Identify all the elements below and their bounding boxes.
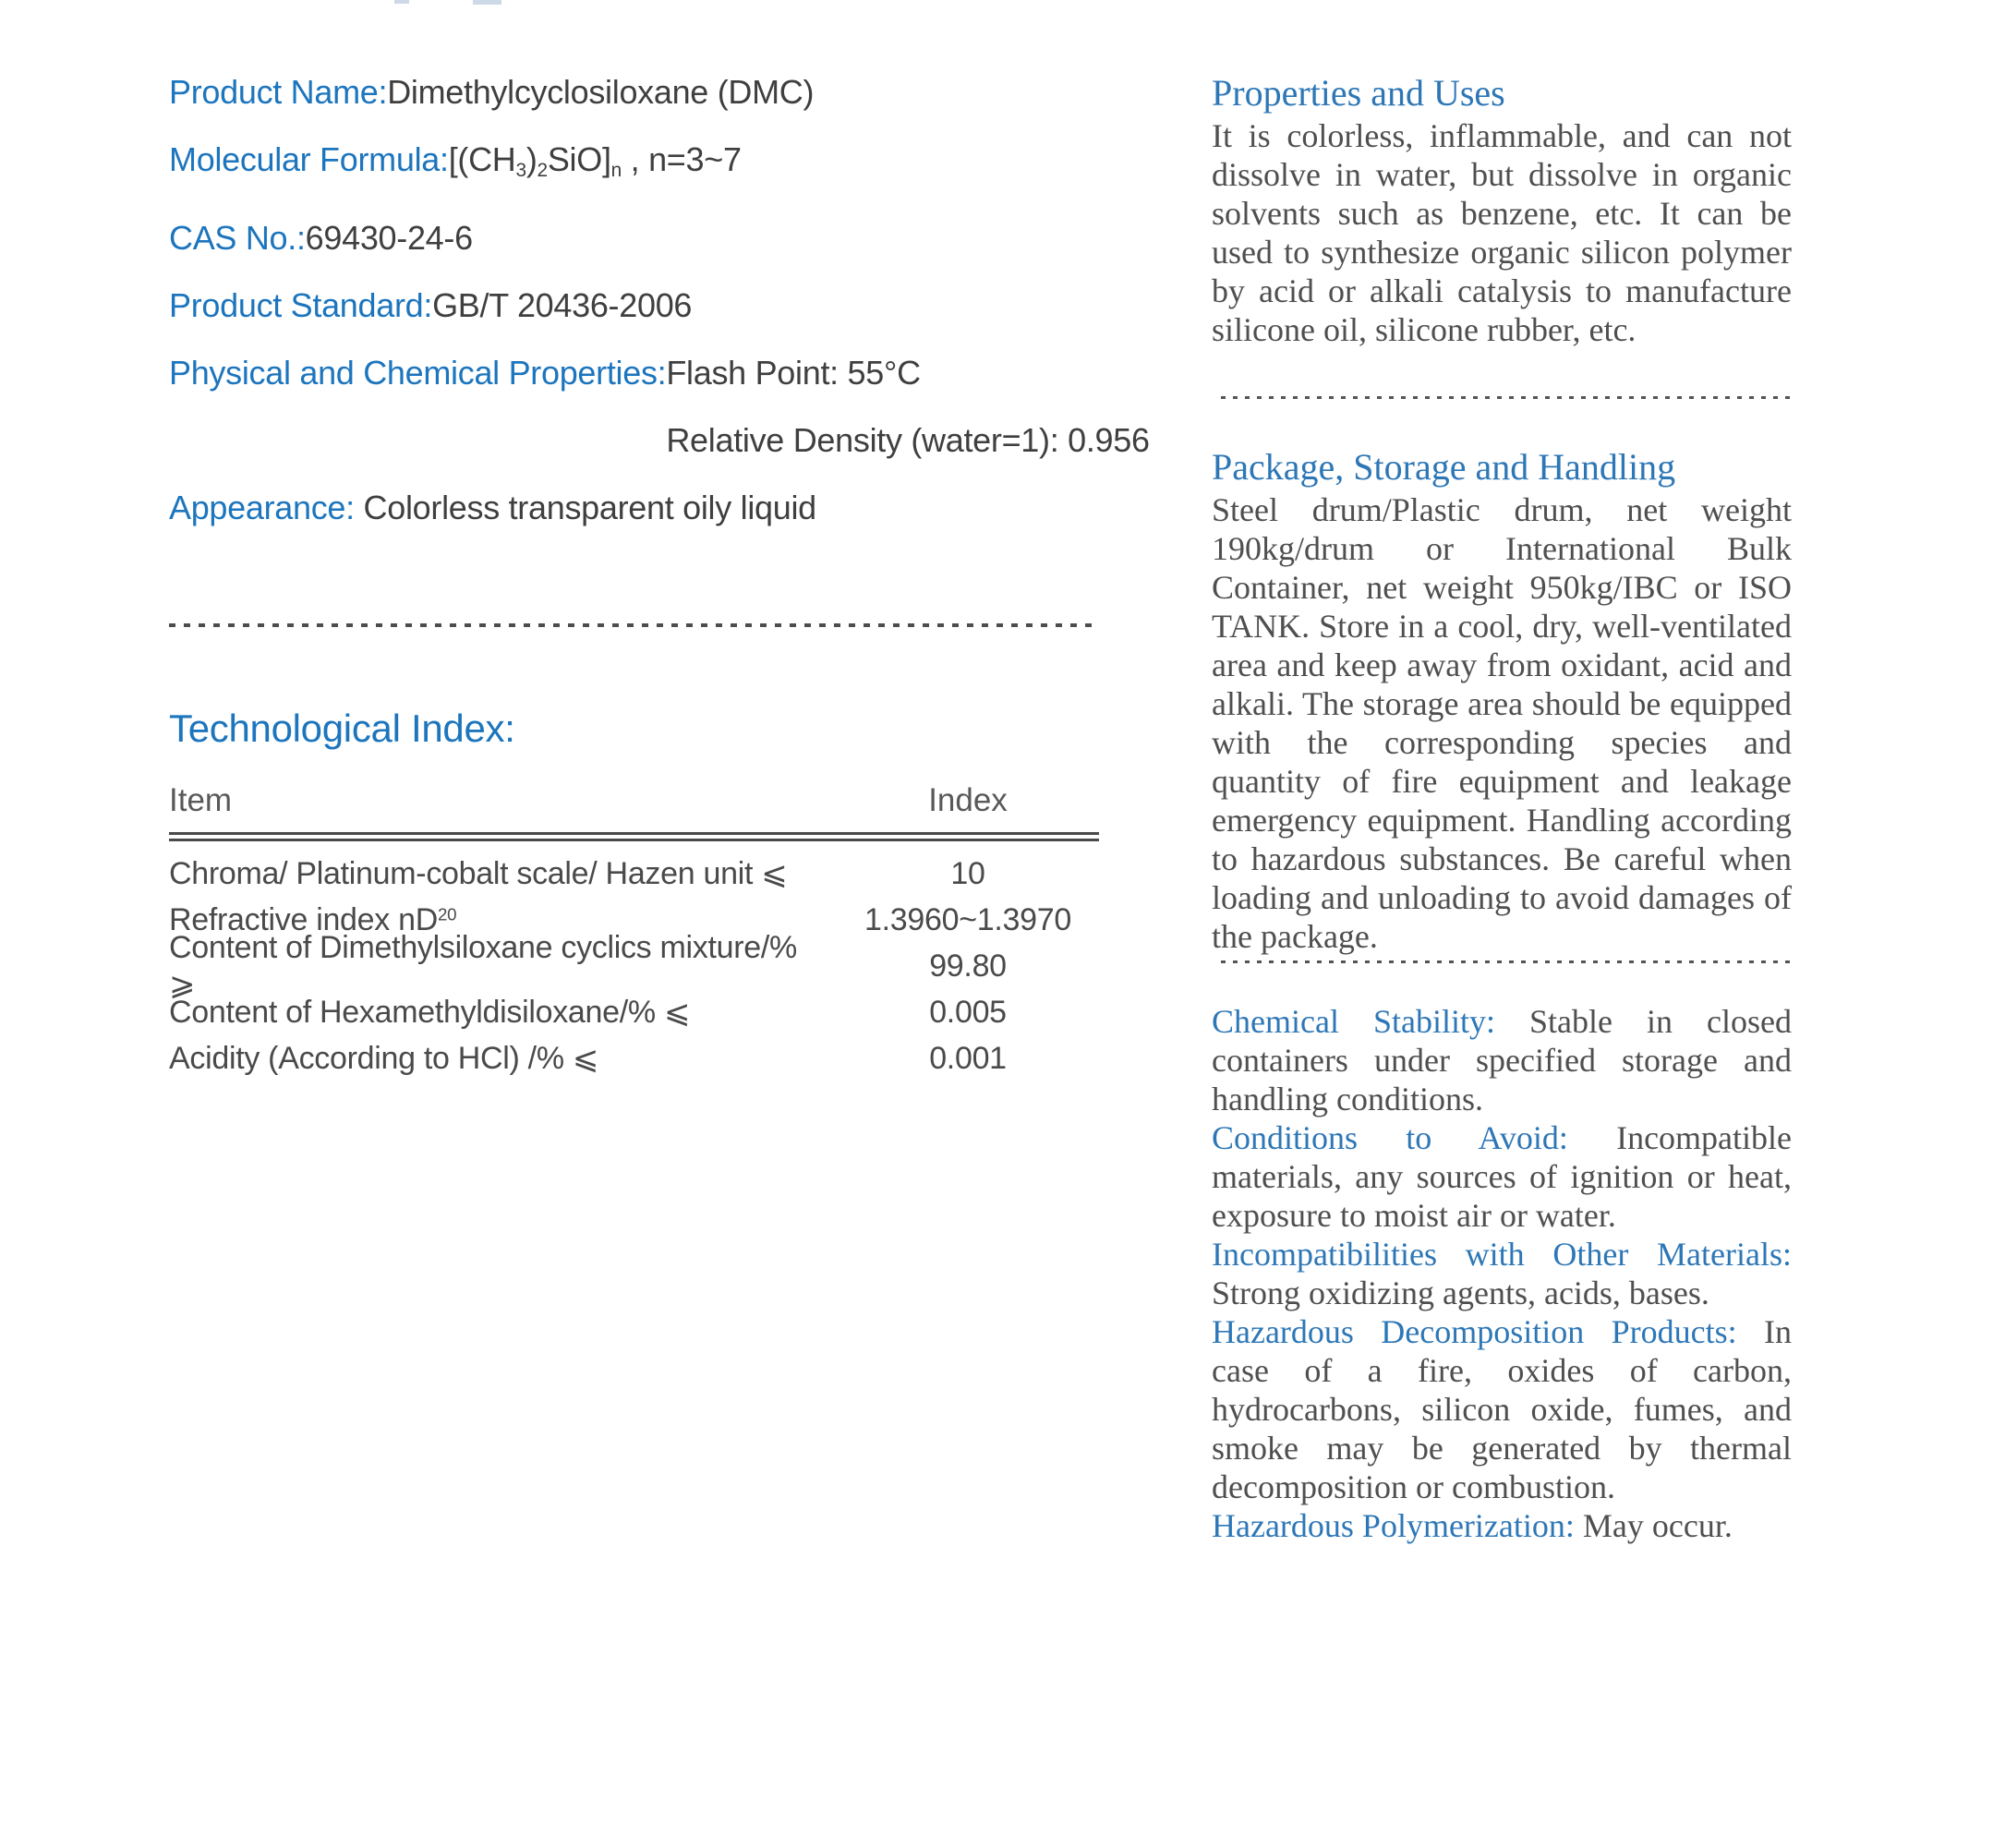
safety-entries xyxy=(1212,1002,1792,1545)
product-info-column xyxy=(169,73,1150,557)
safety-information-section xyxy=(1212,1002,1792,1545)
field-label: Product Name: xyxy=(169,73,388,111)
properties-and-uses-section xyxy=(1212,72,1792,349)
table-cell-index: 0.005 xyxy=(929,994,1007,1030)
safety-entry xyxy=(1212,1235,1792,1312)
field-label: Molecular Formula: xyxy=(169,140,449,178)
properties-and-uses-heading: Properties and Uses xyxy=(1212,72,1505,114)
formula-text: ) xyxy=(525,140,537,178)
cropped-header-artifact xyxy=(394,0,409,4)
table-cell-item: Content of Dimethylsiloxane cyclics mixture/% ⩾ xyxy=(169,929,797,1002)
entry-text: Strong oxidizing agents, acids, bases. xyxy=(1212,1274,1709,1311)
table-cell-index: 10 xyxy=(950,855,985,891)
entry-text: May occur. xyxy=(1582,1507,1733,1544)
field-value: Relative Density (water=1): 0.956 xyxy=(666,420,1150,459)
entry-label: Hazardous Polymerization: xyxy=(1212,1507,1575,1544)
entry-label: Incompatibilities with Other Materials: xyxy=(1212,1236,1792,1273)
field-row xyxy=(169,220,1106,257)
table-cell-item: Acidity (According to HCl) /% ⩽ xyxy=(169,1041,599,1076)
field-label: Appearance: xyxy=(169,488,355,526)
field-value: GB/T 20436-2006 xyxy=(432,285,693,324)
column-header-index: Index xyxy=(928,782,1008,818)
table-cell-index: 1.3960~1.3970 xyxy=(864,901,1071,937)
table-header-row xyxy=(169,780,1106,821)
entry-label: Chemical Stability: xyxy=(1212,1003,1495,1040)
package-storage-handling-body: Steel drum/Plastic drum, net weight 190kg/drum or International Bulk Container, net weight 950kg/IBC or ISO TANK. Store in a cool, dry, well-ventilated area and keep away from oxidant, acid and alkali. The storage area should be equipped with the corresponding species and quantity of fire equipment and leakage emergency equipment. Handling according to hazardous substances. Be careful when loading and unloading to avoid damages of the package. xyxy=(1212,491,1792,955)
field-row xyxy=(169,141,1106,189)
package-storage-handling-section xyxy=(1212,446,1792,956)
package-storage-handling-heading: Package, Storage and Handling xyxy=(1212,446,1676,488)
table-row xyxy=(169,929,1106,1002)
product-fields xyxy=(169,73,1150,526)
formula-subscript: 3 xyxy=(515,159,526,181)
technological-index-section xyxy=(169,707,1106,1081)
technological-index-title: Technological Index: xyxy=(169,707,515,750)
safety-entry xyxy=(1212,1002,1792,1118)
table-row xyxy=(169,1035,1106,1081)
right-section-divider xyxy=(1221,396,1797,399)
table-cell-item: Chroma/ Platinum-cobalt scale/ Hazen unit ⩽ xyxy=(169,856,788,891)
formula-text: SiO] xyxy=(547,140,611,178)
field-label: CAS No.: xyxy=(169,218,306,257)
field-label: Product Standard: xyxy=(169,285,433,324)
formula-subscript: n xyxy=(610,159,622,181)
field-row xyxy=(169,74,1106,111)
table-cell-index: 0.001 xyxy=(929,1040,1007,1076)
left-section-divider xyxy=(169,623,1099,627)
table-double-rule xyxy=(169,832,1099,841)
cropped-header-artifact xyxy=(473,0,501,5)
field-row xyxy=(169,489,1106,526)
safety-entry xyxy=(1212,1506,1792,1545)
field-value xyxy=(448,140,742,181)
entry-text: Incompatible materials, any sources of ignition or heat, exposure to moist air or water. xyxy=(1212,1119,1793,1234)
table-row xyxy=(169,989,1106,1035)
safety-entry xyxy=(1212,1118,1792,1235)
field-value: 69430-24-6 xyxy=(305,218,473,257)
item-superscript: 20 xyxy=(438,904,457,924)
entry-text: In case of a fire, oxides of carbon, hydrocarbons, silicon oxide, fumes, and smoke may be generated by thermal decomposition or combustion. xyxy=(1212,1313,1793,1505)
entry-text: Stable in closed containers under specified storage and handling conditions. xyxy=(1212,1003,1793,1117)
table-cell-index: 99.80 xyxy=(929,948,1007,984)
field-value: Dimethylcyclosiloxane (DMC) xyxy=(387,73,815,111)
field-value: Flash Point: 55°C xyxy=(666,353,921,392)
field-row xyxy=(169,355,1106,392)
column-header-item: Item xyxy=(169,782,233,818)
entry-label: Conditions to Avoid: xyxy=(1212,1119,1568,1156)
formula-text: [(CH xyxy=(448,140,516,178)
table-body xyxy=(169,851,1106,1081)
safety-entry xyxy=(1212,1312,1792,1506)
field-row xyxy=(169,420,1150,459)
field-label: Physical and Chemical Properties: xyxy=(169,353,667,392)
right-section-divider xyxy=(1221,960,1797,963)
table-row xyxy=(169,851,1106,897)
properties-and-uses-body: It is colorless, inflammable, and can not dissolve in water, but dissolve in organic solvents such as benzene, etc. It can be used to synthesize organic silicon polymer by acid or alkali catalysis to manufacture silicone oil, silicone rubber, etc. xyxy=(1212,117,1792,348)
field-value: Colorless transparent oily liquid xyxy=(354,488,816,526)
formula-text: , n=3~7 xyxy=(621,140,742,178)
formula-subscript: 2 xyxy=(537,159,548,181)
entry-label: Hazardous Decomposition Products: xyxy=(1212,1313,1737,1350)
field-row xyxy=(169,287,1106,324)
table-cell-item: Content of Hexamethyldisiloxane/% ⩽ xyxy=(169,995,691,1030)
item-text: Refractive index nD xyxy=(169,901,438,937)
